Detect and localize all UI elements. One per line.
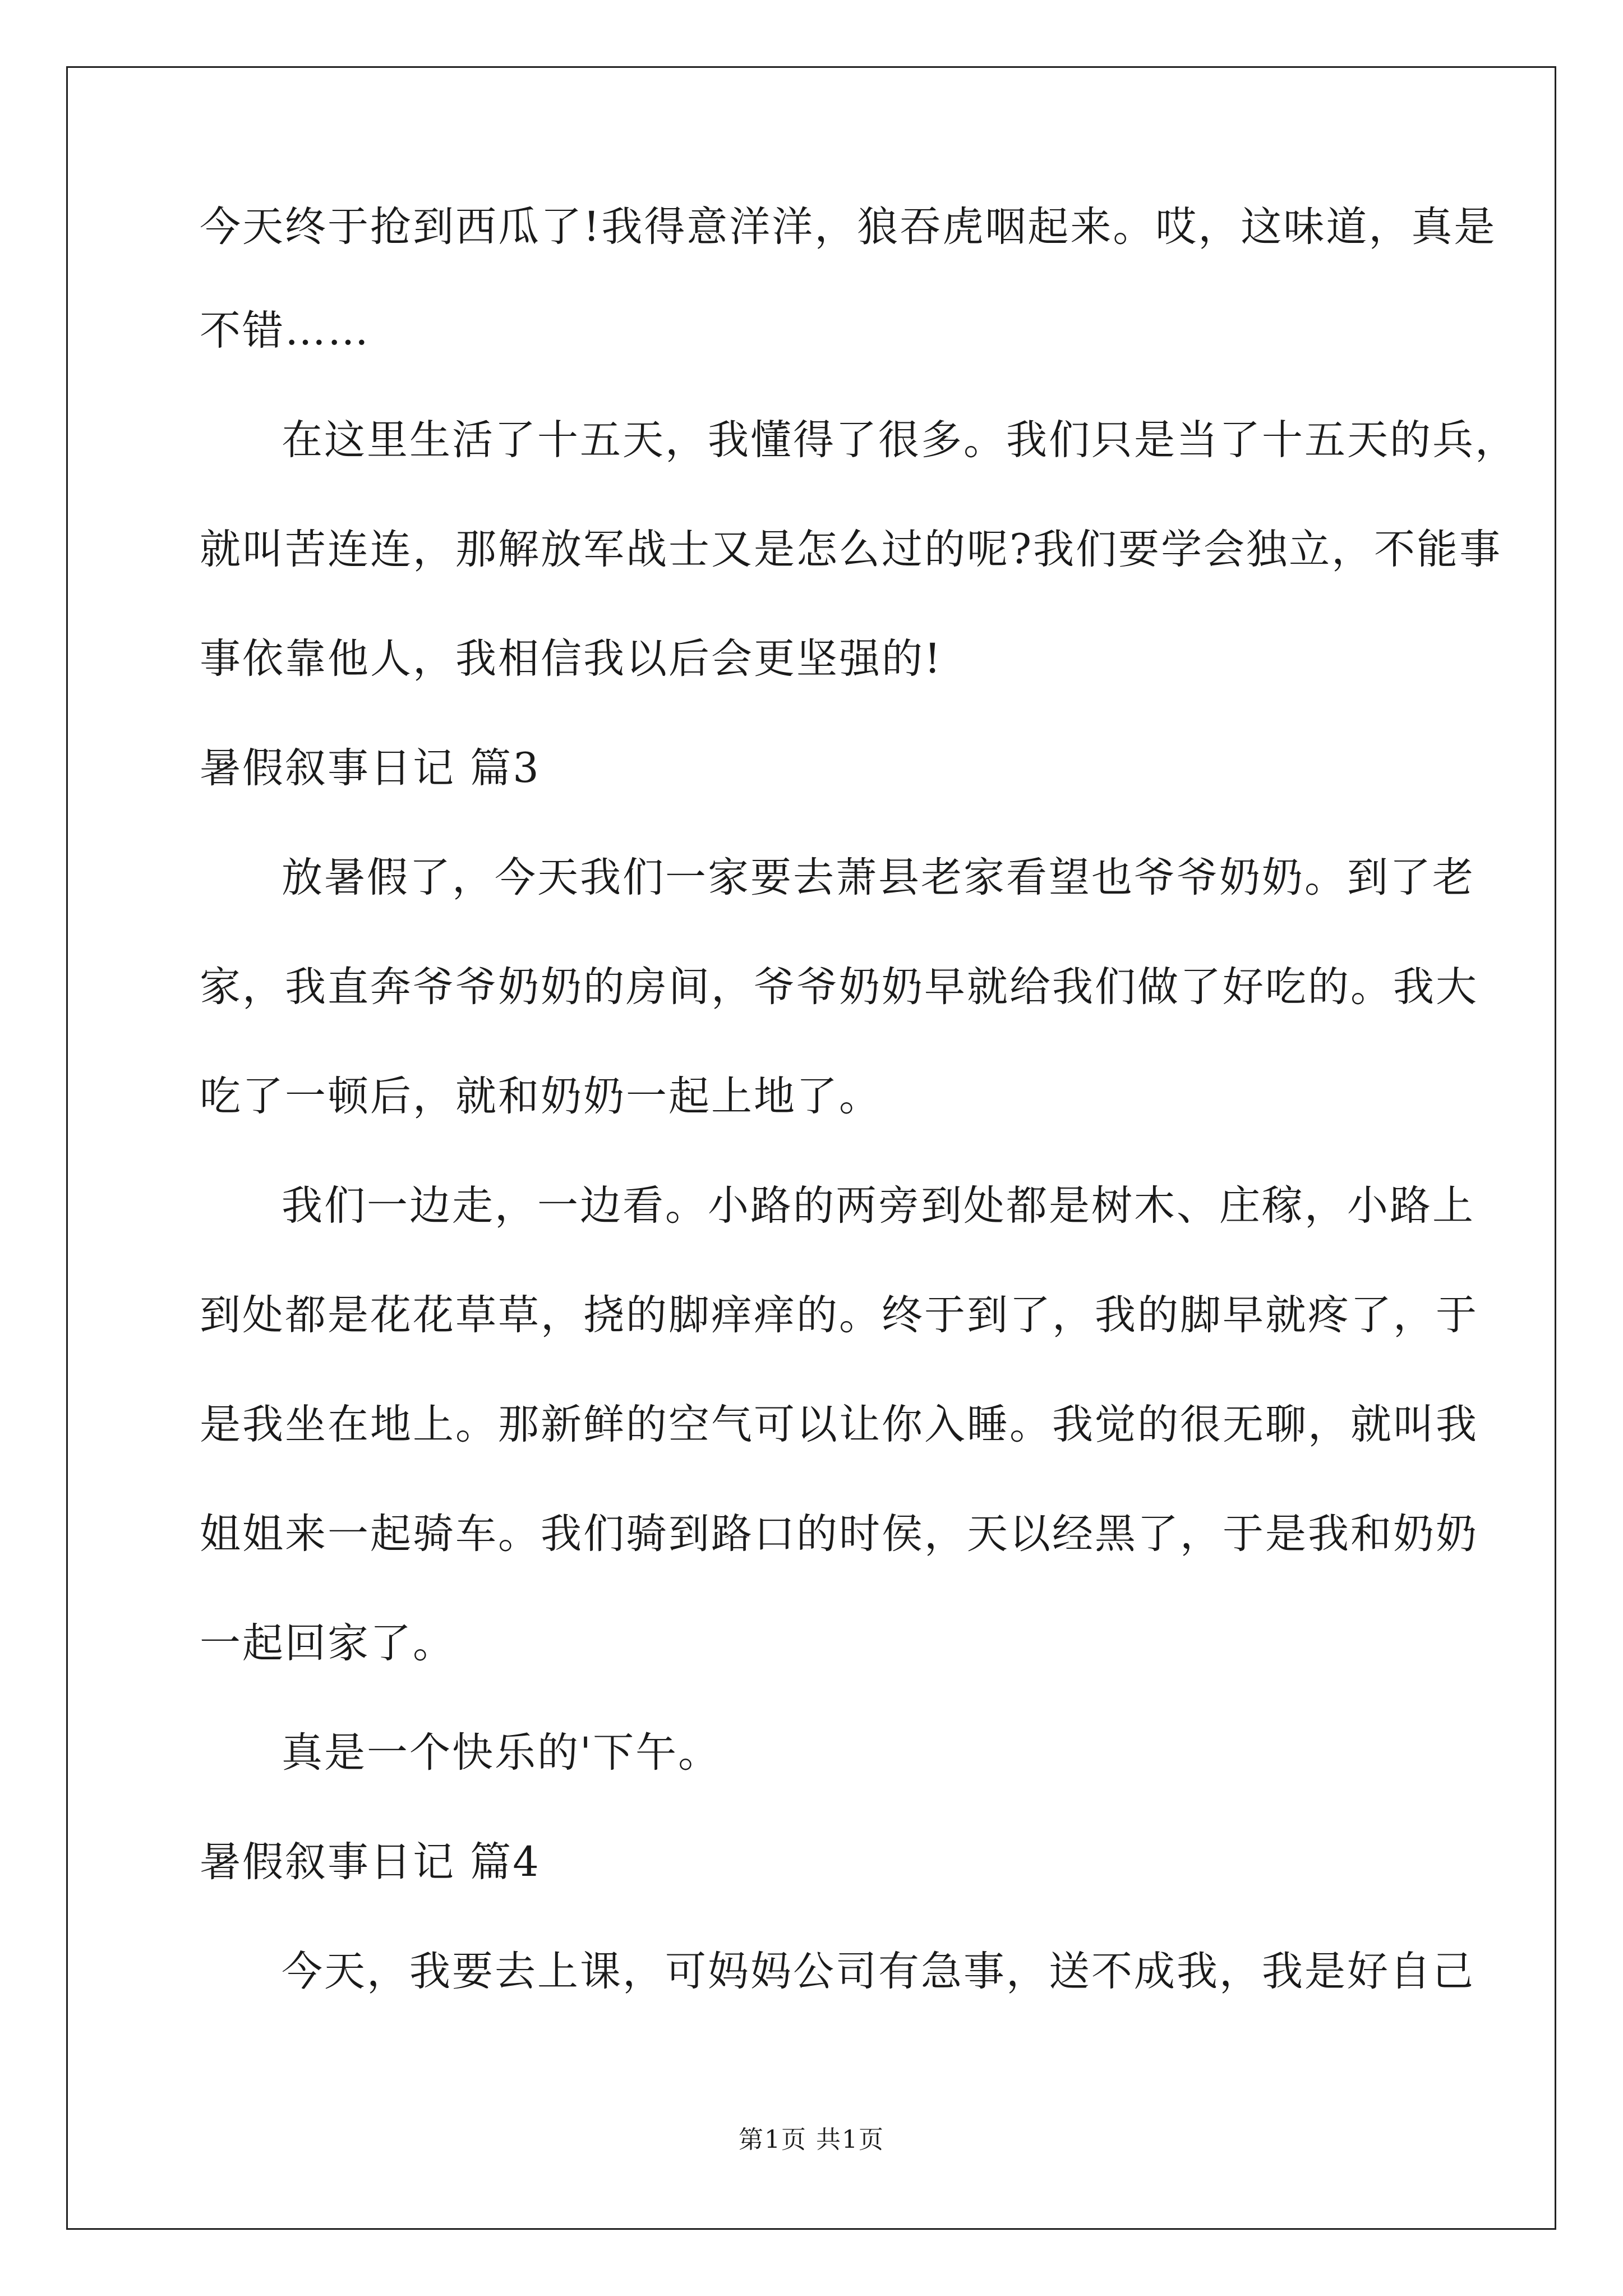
text-line: 到处都是花花草草，挠的脚痒痒的。终于到了，我的脚早就疼了，于	[200, 1291, 1478, 1339]
text-line: 事依靠他人，我相信我以后会更坚强的!	[200, 635, 943, 683]
section-heading: 暑假叙事日记 篇4	[200, 1838, 541, 1886]
paragraph-start: 放暑假了，今天我们一家要去萧县老家看望也爷爷奶奶。到了老	[282, 854, 1475, 901]
text-line: 一起回家了。	[200, 1619, 455, 1667]
text-line: 就叫苦连连，那解放军战士又是怎么过的呢?我们要学会独立，不能事	[200, 526, 1502, 573]
paragraph-start: 真是一个快乐的'下午。	[282, 1729, 721, 1777]
text-line: 今天终于抢到西瓜了!我得意洋洋，狼吞虎咽起来。哎，这味道，真是	[200, 203, 1497, 251]
page-footer: 第1页 共1页	[739, 2125, 884, 2154]
section-heading: 暑假叙事日记 篇3	[200, 744, 541, 792]
text-line: 家，我直奔爷爷奶奶的房间，爷爷奶奶早就给我们做了好吃的。我大	[200, 963, 1478, 1011]
page-border	[66, 66, 1556, 2230]
paragraph-start: 在这里生活了十五天，我懂得了很多。我们只是当了十五天的兵，	[282, 416, 1518, 464]
text-line: 姐姐来一起骑车。我们骑到路口的时侯，天以经黑了，于是我和奶奶	[200, 1510, 1478, 1558]
paragraph-start: 今天，我要去上课，可妈妈公司有急事，送不成我，我是好自己	[282, 1948, 1475, 1995]
text-line: 不错……	[200, 307, 370, 355]
paragraph-start: 我们一边走，一边看。小路的两旁到处都是树木、庄稼，小路上	[282, 1182, 1475, 1230]
text-line: 吃了一顿后，就和奶奶一起上地了。	[200, 1073, 882, 1120]
text-line: 是我坐在地上。那新鲜的空气可以让你入睡。我觉的很无聊，就叫我	[200, 1401, 1478, 1448]
